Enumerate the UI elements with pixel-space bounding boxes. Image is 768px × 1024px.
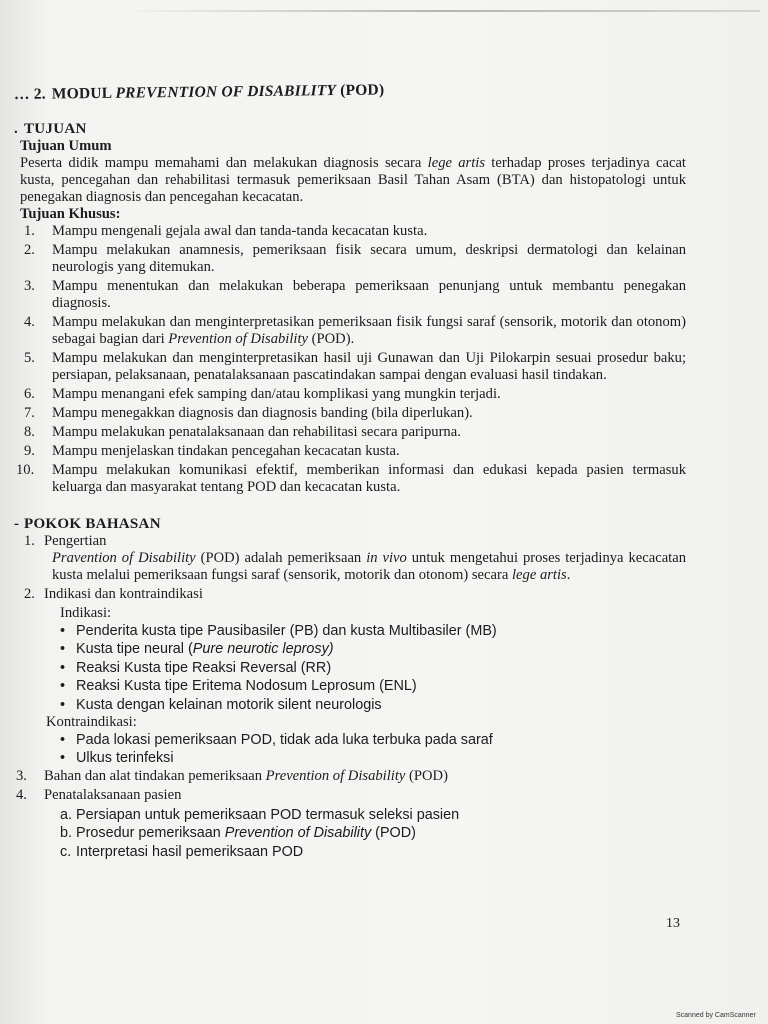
indikasi-label: Indikasi: (60, 605, 112, 621)
document-body (13, 81, 686, 861)
list-item: • Ulkus terinfeksi (60, 750, 174, 767)
module-number: … 2. (13, 85, 46, 103)
indikasi-kontraindikasi-label: Indikasi dan kontraindikasi (44, 586, 203, 602)
list-item: • Pada lokasi pemeriksaan POD, tidak ada luka terbuka pada saraf (60, 732, 493, 749)
list-item: 1. Mampu mengenali gejala awal dan tanda-tanda kecacatan kusta. (24, 223, 428, 239)
list-item: 9. Mampu menjelaskan tindakan pencegahan kecacatan kusta. (24, 443, 400, 459)
tujuan-umum-text: Peserta didik mampu memahami dan melakukan diagnosis secara lege artis terhadap proses terjadinya cacat kusta, pencegahan dan rehabilitasi termasuk pemeriksaan Basil Tahan Asam (BTA) dan histopatologi untuk penegakan diagnosis dan pencegahan kecacatan. (20, 155, 686, 205)
indikasi-list (14, 622, 686, 714)
pengertian-text: Pravention of Disability (POD) adalah pemeriksaan in vivo untuk mengetahui proses terjadinya kecacatan kusta melalui pemeriksaan fungsi saraf (sensorik, motorik dan otonom) secara lege artis. (52, 550, 686, 583)
title-part-c: (POD) (336, 81, 385, 100)
list-item: • Penderita kusta tipe Pausibasiler (PB) dan kusta Multibasiler (MB) (60, 623, 497, 639)
list-item: 8. Mampu melakukan penatalaksanaan dan rehabilitasi secara paripurna. (24, 424, 461, 440)
title-part-a: MODUL (51, 84, 116, 103)
list-item: 4. Mampu melakukan dan menginterpretasikan pemeriksaan fisik fungsi saraf (sensorik, motorik dan otonom) sebagai bagian dari Prevention of Disability (POD). (24, 314, 686, 347)
pengertian-label: Pengertian (44, 533, 107, 549)
pokok-item-pengertian: 1. Pengertian Pravention of Disability (POD) adalah pemeriksaan in vivo untuk mengetahui proses terjadinya kecacatan kusta melalui pemeriksaan fungsi saraf (sensorik, motorik dan otonom) secara lege artis. (24, 533, 686, 583)
list-item: • Reaksi Kusta tipe Reaksi Reversal (RR) (60, 659, 332, 676)
list-item: 5. Mampu melakukan dan menginterpretasikan hasil uji Gunawan dan Uji Pilokarpin sesuai prosedur baku; persiapan, pelaksanaan, penatalaksanaan pascatindakan sampai dengan evaluasi hasil tindakan. (24, 350, 686, 383)
page-number: 13 (666, 916, 680, 931)
pokok-item-indikasi: 2. Indikasi dan kontraindikasi (14, 586, 686, 603)
tujuan-khusus-heading: Tujuan Khusus: (20, 206, 121, 222)
pokok-item-penatalaksanaan: 4. Penatalaksanaan pasien (16, 786, 182, 803)
title-part-italic: PREVENTION OF DISABILITY (115, 82, 337, 102)
list-item: 6. Mampu menangani efek samping dan/atau komplikasi yang mungkin terjadi. (24, 386, 501, 402)
list-item: • Reaksi Kusta tipe Eritema Nodosum Leprosum (ENL) (60, 678, 417, 695)
pokok-bahasan-list (14, 533, 686, 603)
page-top-edge-line (120, 10, 760, 12)
list-item: • Kusta dengan kelainan motorik silent neurologis (60, 696, 382, 713)
list-item: • Kusta tipe neural (Pure neurotic leprosy) (60, 641, 334, 658)
list-item: 2. Mampu melakukan anamnesis, pemeriksaan fisik secara umum, deskripsi dermatologi dan kelainan neurologis yang ditemukan. (24, 242, 686, 275)
kontraindikasi-list (14, 731, 686, 768)
list-item: a. Persiapan untuk pemeriksaan POD termasuk seleksi pasien (60, 806, 460, 823)
list-item: 3. Mampu menentukan dan melakukan beberapa pemeriksaan penunjang untuk membantu penegakan diagnosis. (24, 278, 686, 311)
penatalaksanaan-sublist (14, 806, 686, 861)
pokok-item-bahan-alat: 3. Bahan dan alat tindakan pemeriksaan Prevention of Disability (POD) (16, 767, 448, 784)
pokok-bahasan-list-cont (14, 768, 686, 804)
module-title (14, 78, 686, 103)
tujuan-heading: . TUJUAN (14, 121, 87, 137)
kontraindikasi-label: Kontraindikasi: (46, 714, 137, 731)
list-item: 7. Mampu menegakkan diagnosis dan diagnosis banding (bila diperlukan). (24, 405, 473, 421)
tujuan-umum-heading: Tujuan Umum (20, 138, 112, 154)
pokok-bahasan-heading: - POKOK BAHASAN (14, 516, 161, 532)
list-item: b. Prosedur pemeriksaan Prevention of Disability (POD) (60, 825, 416, 842)
list-item: c. Interpretasi hasil pemeriksaan POD (60, 843, 304, 860)
list-item: 10. Mampu melakukan komunikasi efektif, memberikan informasi dan edukasi kepada pasien termasuk keluarga dan masyarakat tentang POD dan kecacatan kusta. (16, 462, 686, 495)
scanner-watermark: Scanned by CamScanner (676, 1012, 756, 1019)
tujuan-khusus-list (14, 223, 686, 496)
